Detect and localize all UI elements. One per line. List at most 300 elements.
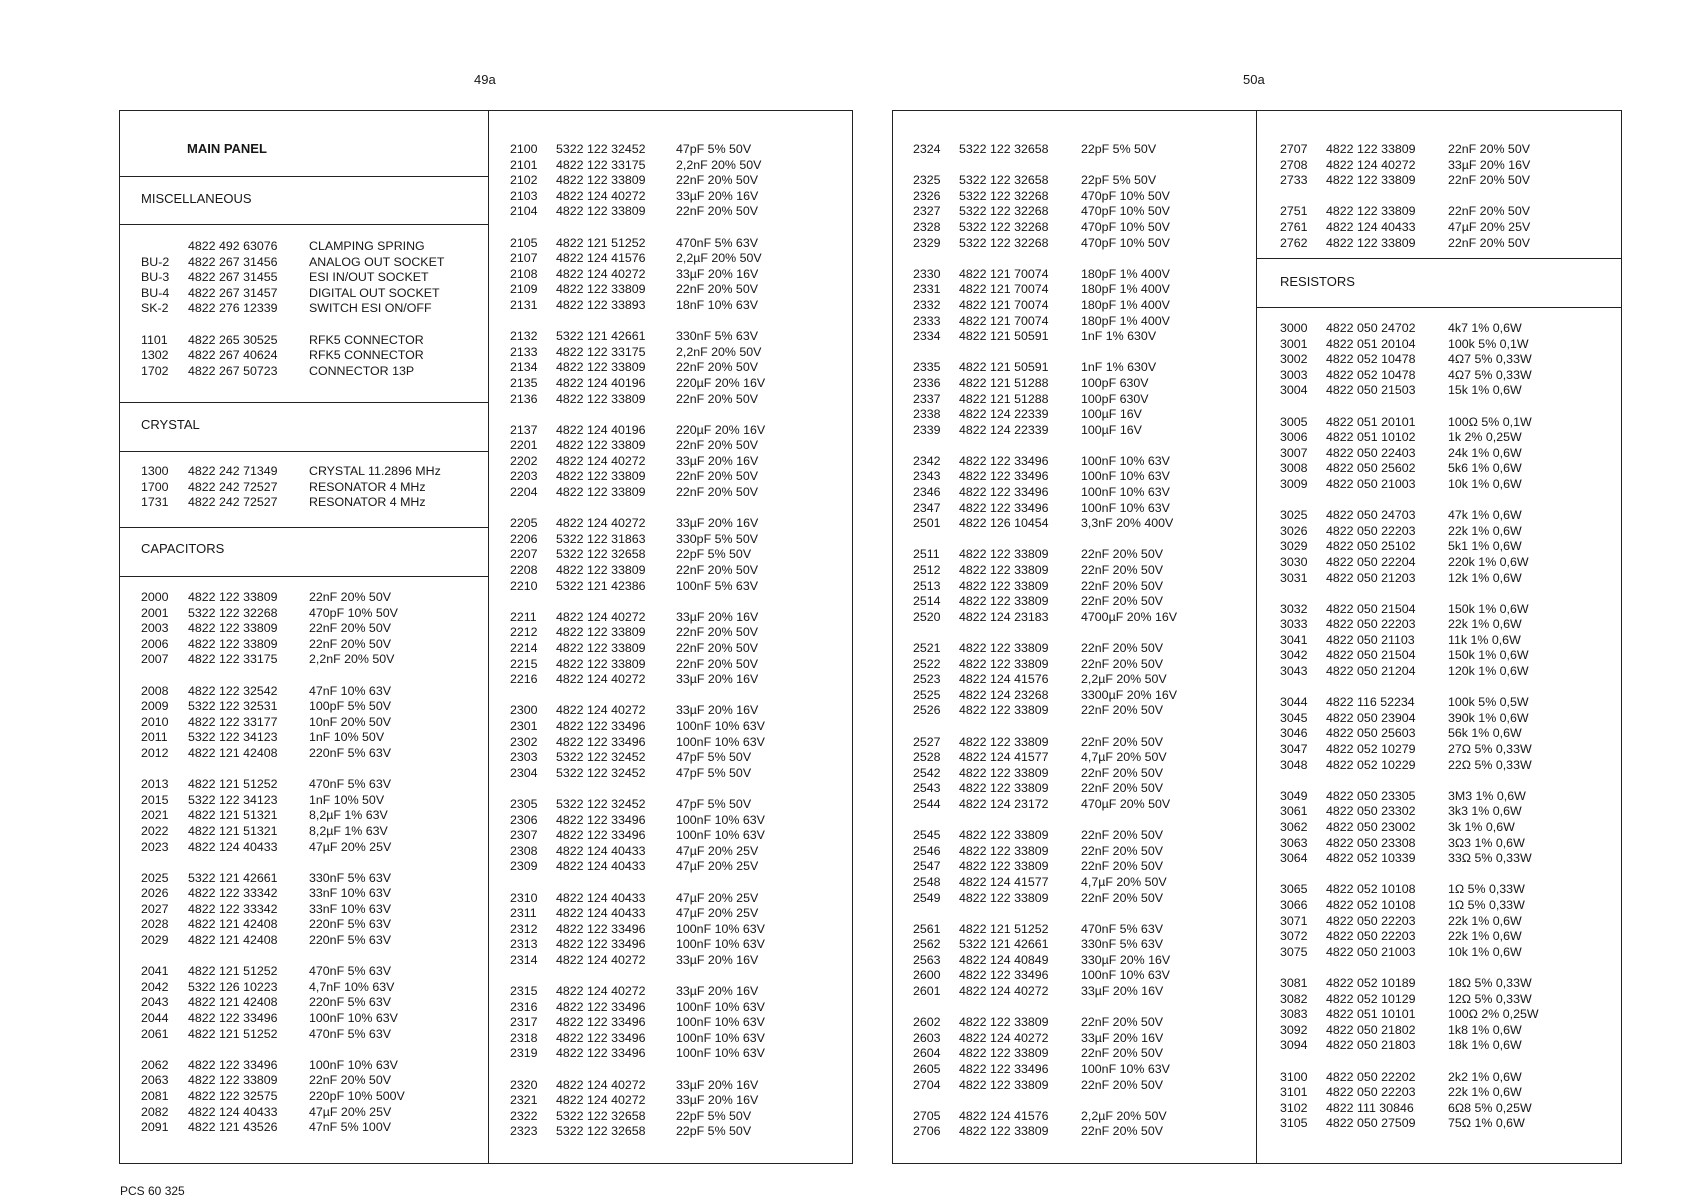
part-description: 2k2 1% 0,6W (1448, 1069, 1522, 1084)
row-gap (913, 1000, 1256, 1016)
part-row (510, 891, 852, 907)
part-row (1280, 945, 1621, 961)
part-number: 4822 122 33809 (1326, 142, 1416, 156)
part-row (510, 204, 852, 220)
part-row (141, 902, 488, 918)
part-row (913, 688, 1256, 704)
row-gap (510, 781, 852, 797)
part-description: 2,2nF 20% 50V (309, 652, 395, 667)
part-position: 2320 (510, 1077, 538, 1092)
divider (120, 451, 488, 452)
part-position: 2015 (141, 792, 169, 807)
part-number: 5322 122 32452 (556, 142, 646, 156)
part-row (913, 703, 1256, 719)
part-position: 2604 (913, 1046, 941, 1061)
part-description: 22nF 20% 50V (1081, 656, 1163, 671)
part-number: 4822 122 33809 (1326, 235, 1416, 250)
part-number: 5322 121 42386 (556, 578, 646, 593)
part-row (913, 1031, 1256, 1047)
part-number: 4822 122 33175 (188, 652, 278, 667)
part-position: 1302 (141, 348, 169, 363)
part-description: DIGITAL OUT SOCKET (309, 285, 440, 300)
part-description: 11k 1% 0,6W (1448, 632, 1521, 647)
part-description: 100nF 5% 63V (676, 578, 758, 593)
part-position: 2207 (510, 547, 538, 562)
part-position: 2214 (510, 641, 538, 655)
part-position: BU-4 (141, 285, 170, 300)
part-row (141, 1011, 488, 1027)
part-position: BU-2 (141, 254, 170, 269)
part-description: 22nF 20% 50V (1081, 843, 1163, 858)
part-row (913, 329, 1256, 345)
part-description: 22pF 5% 50V (1081, 142, 1157, 156)
part-description: 100pF 5% 50V (309, 699, 391, 714)
part-number: 4822 124 40272 (556, 266, 646, 281)
part-row (510, 142, 852, 158)
part-number: 4822 050 21204 (1326, 664, 1416, 679)
part-description: 22nF 20% 50V (1081, 641, 1163, 655)
crystal-title: CRYSTAL (141, 417, 200, 432)
part-number: 4822 122 33496 (556, 999, 646, 1014)
part-row (1280, 711, 1621, 727)
part-position: 2603 (913, 1030, 941, 1045)
part-row (1280, 539, 1621, 555)
part-row (913, 501, 1256, 517)
part-number: 4822 122 33496 (959, 500, 1049, 515)
part-row (510, 797, 852, 813)
part-number: 5322 122 34123 (188, 792, 278, 807)
part-number: 4822 122 33809 (556, 641, 646, 655)
part-number: 4822 050 25602 (1326, 461, 1416, 476)
part-position: 2091 (141, 1120, 169, 1135)
part-position: 2513 (913, 578, 941, 593)
part-description: 100µF 16V (1081, 407, 1142, 422)
part-row (141, 933, 488, 949)
part-description: 330nF 5% 63V (309, 870, 391, 885)
part-description: 100nF 10% 63V (1081, 485, 1170, 500)
part-description: 22Ω 5% 0,33W (1448, 757, 1532, 772)
row-gap (913, 813, 1256, 829)
part-row (510, 625, 852, 641)
part-description: 22nF 20% 50V (1081, 859, 1163, 874)
part-position: 2561 (913, 921, 941, 936)
part-number: 4822 122 33177 (188, 714, 278, 729)
part-position: 2543 (913, 781, 941, 796)
part-position: 3031 (1280, 570, 1308, 585)
part-description: 100nF 10% 63V (676, 999, 765, 1014)
row-gap (1280, 773, 1621, 789)
part-description: 56k 1% 0,6W (1448, 726, 1522, 741)
row-gap (510, 220, 852, 236)
part-number: 4822 122 33809 (556, 173, 646, 188)
part-description: 33µF 20% 16V (676, 188, 759, 203)
row-gap (1280, 399, 1621, 415)
panel-left (119, 110, 853, 1164)
part-description: 47µF 20% 25V (676, 843, 759, 858)
row-gap (510, 688, 852, 704)
part-row (1280, 633, 1621, 649)
part-row (141, 917, 488, 933)
part-row (913, 142, 1256, 158)
part-description: 4k7 1% 0,6W (1448, 321, 1522, 335)
part-row (1280, 742, 1621, 758)
part-number: 4822 124 40433 (188, 1104, 278, 1119)
part-row (141, 746, 488, 762)
part-position: 2315 (510, 984, 538, 999)
part-number: 4822 121 42408 (188, 933, 278, 948)
part-number: 4822 124 40272 (556, 609, 646, 624)
part-row (913, 859, 1256, 875)
part-number: 4822 122 33496 (556, 1015, 646, 1030)
miscellaneous-list (120, 239, 488, 379)
part-number: 4822 124 41576 (556, 251, 646, 266)
part-description: 18nF 10% 63V (676, 297, 758, 312)
part-description: 24k 1% 0,6W (1448, 445, 1522, 460)
part-description: 4Ω7 5% 0,33W (1448, 352, 1532, 367)
row-gap (913, 625, 1256, 641)
part-position: 2325 (913, 173, 941, 188)
part-description: 1Ω 5% 0,33W (1448, 882, 1525, 897)
part-number: 4822 121 43526 (188, 1120, 278, 1135)
part-number: 4822 122 33342 (188, 901, 278, 916)
part-row (510, 750, 852, 766)
part-row (510, 766, 852, 782)
part-position: 3041 (1280, 632, 1308, 647)
part-row (1280, 524, 1621, 540)
part-row (1280, 321, 1621, 337)
part-number: 4822 122 33342 (188, 886, 278, 901)
part-description: 390k 1% 0,6W (1448, 710, 1529, 725)
part-number: 4822 124 40272 (556, 453, 646, 468)
part-description: 100pF 630V (1081, 391, 1149, 406)
row-gap (510, 594, 852, 610)
part-description: 18Ω 5% 0,33W (1448, 975, 1532, 990)
part-position: 2330 (913, 266, 941, 281)
part-description: SWITCH ESI ON/OFF (309, 301, 432, 316)
part-row (1280, 368, 1621, 384)
part-position: 2108 (510, 266, 538, 281)
part-number: 4822 050 21003 (1326, 476, 1416, 491)
part-row (510, 953, 852, 969)
part-number: 4822 124 40272 (556, 703, 646, 718)
part-row (913, 392, 1256, 408)
part-row (913, 594, 1256, 610)
part-position: 2528 (913, 750, 941, 765)
part-position: 1300 (141, 464, 169, 478)
part-description: 22nF 20% 50V (1081, 734, 1163, 749)
part-position: 2705 (913, 1108, 941, 1123)
part-number: 4822 242 71349 (188, 464, 278, 478)
part-description: 12Ω 5% 0,33W (1448, 991, 1532, 1006)
part-number: 4822 124 23172 (959, 796, 1049, 811)
part-row (141, 1058, 488, 1074)
part-description: 100k 5% 0,1W (1448, 336, 1529, 351)
part-description: 22nF 20% 50V (1081, 1046, 1163, 1061)
part-position: 2318 (510, 1030, 538, 1045)
part-position: 2322 (510, 1108, 538, 1123)
part-row (141, 699, 488, 715)
part-number: 4822 050 21203 (1326, 570, 1416, 585)
part-description: 5k1 1% 0,6W (1448, 539, 1522, 554)
column-3 (893, 111, 1256, 1163)
part-position: 2329 (913, 235, 941, 250)
part-row (141, 777, 488, 793)
resistors-list (1257, 321, 1621, 1132)
part-row (1280, 1070, 1621, 1086)
part-position: 3005 (1280, 414, 1308, 429)
miscellaneous-title: MISCELLANEOUS (141, 191, 252, 206)
part-number: 5322 122 32658 (959, 173, 1049, 188)
part-number: 4822 122 33809 (959, 734, 1049, 749)
part-number: 4822 124 40849 (959, 952, 1049, 967)
part-number: 4822 122 33496 (556, 1030, 646, 1045)
row-gap (1280, 867, 1621, 883)
part-number: 4822 124 40433 (556, 906, 646, 921)
part-row (510, 1093, 852, 1109)
part-description: 1k 2% 0,25W (1448, 430, 1522, 445)
part-position: 2347 (913, 500, 941, 515)
row-gap (510, 1062, 852, 1078)
part-number: 4822 122 33809 (959, 578, 1049, 593)
part-description: 100Ω 2% 0,25W (1448, 1007, 1539, 1022)
part-position: 2546 (913, 843, 941, 858)
row-gap (141, 1042, 488, 1058)
part-number: 4822 124 22339 (959, 422, 1049, 437)
part-position: 2306 (510, 812, 538, 827)
part-description: 10k 1% 0,6W (1448, 476, 1522, 491)
part-number: 4822 121 51252 (556, 235, 646, 250)
part-number: 4822 122 33175 (556, 157, 646, 172)
part-number: 4822 267 31455 (188, 270, 278, 285)
divider (120, 224, 488, 225)
part-number: 4822 050 21802 (1326, 1022, 1416, 1037)
part-position: 3100 (1280, 1069, 1308, 1084)
part-number: 4822 111 30846 (1326, 1100, 1414, 1115)
row-gap (510, 875, 852, 891)
part-position: 2321 (510, 1093, 538, 1108)
part-position: 2205 (510, 516, 538, 531)
part-description: 22nF 20% 50V (1081, 1124, 1163, 1139)
part-position: 2208 (510, 563, 538, 578)
part-position: 3045 (1280, 710, 1308, 725)
part-number: 4822 122 33175 (556, 344, 646, 359)
part-description: 470nF 5% 63V (309, 777, 391, 792)
part-description: 22k 1% 0,6W (1448, 1085, 1522, 1100)
part-position: 2751 (1280, 204, 1308, 219)
part-position: 2012 (141, 745, 169, 760)
part-row (510, 579, 852, 595)
part-description: 33µF 20% 16V (1081, 984, 1164, 999)
part-row (510, 1124, 852, 1140)
part-row (913, 547, 1256, 563)
part-position: 2022 (141, 823, 169, 838)
part-description: 470nF 5% 63V (309, 1026, 391, 1041)
part-description: 22k 1% 0,6W (1448, 929, 1522, 944)
part-number: 5322 122 32658 (556, 547, 646, 562)
part-description: 1Ω 5% 0,33W (1448, 897, 1525, 912)
part-position: 3030 (1280, 554, 1308, 569)
part-row (913, 735, 1256, 751)
part-description: 220µF 20% 16V (676, 422, 766, 437)
part-description: 2,2µF 20% 50V (676, 251, 762, 266)
part-position: 3105 (1280, 1116, 1308, 1131)
part-number: 4822 121 51252 (959, 921, 1049, 936)
part-position: 2335 (913, 360, 941, 375)
part-row (141, 995, 488, 1011)
part-number: 4822 122 33496 (556, 1046, 646, 1061)
part-row (141, 286, 488, 302)
part-row (1280, 337, 1621, 353)
part-number: 4822 122 33809 (556, 625, 646, 640)
part-number: 4822 122 33809 (959, 641, 1049, 655)
part-position: 2137 (510, 422, 538, 437)
part-description: 22pF 5% 50V (676, 1124, 752, 1139)
part-row (510, 735, 852, 751)
part-description: 22nF 20% 50V (676, 282, 758, 297)
part-row (510, 1046, 852, 1062)
part-row (1280, 415, 1621, 431)
part-position: 2028 (141, 917, 169, 932)
part-description: 2,2µF 20% 50V (1081, 1108, 1167, 1123)
part-row (510, 267, 852, 283)
part-description: 22pF 5% 50V (676, 547, 752, 562)
part-position: 2216 (510, 672, 538, 687)
part-description: 100nF 10% 63V (676, 1015, 765, 1030)
part-description: 6Ω8 5% 0,25W (1448, 1100, 1532, 1115)
part-row (913, 641, 1256, 657)
part-number: 4822 051 10102 (1326, 430, 1416, 445)
part-position: 2003 (141, 621, 169, 636)
main-panel-title: MAIN PANEL (187, 141, 267, 156)
part-row (1280, 820, 1621, 836)
part-description: 33nF 10% 63V (309, 901, 391, 916)
part-number: 4822 242 72527 (188, 495, 278, 510)
part-row (510, 1015, 852, 1031)
part-number: 4822 122 33809 (959, 843, 1049, 858)
part-row (913, 672, 1256, 688)
part-row (510, 1078, 852, 1094)
part-position: 1702 (141, 363, 169, 378)
part-description: 33µF 20% 16V (1448, 157, 1531, 172)
part-description: 22nF 20% 50V (676, 485, 758, 500)
capacitors-list-3 (893, 142, 1256, 1140)
part-position: 2307 (510, 828, 538, 843)
part-description: 22nF 20% 50V (1081, 781, 1163, 796)
part-number: 4822 122 33496 (188, 1057, 278, 1072)
part-number: 5322 121 42661 (188, 870, 278, 885)
part-position: 2101 (510, 157, 538, 172)
part-description: ESI IN/OUT SOCKET (309, 270, 429, 285)
part-position: 3075 (1280, 944, 1308, 959)
part-number: 4822 121 70074 (959, 297, 1049, 312)
part-row (1280, 461, 1621, 477)
part-description: 3,3nF 20% 400V (1081, 516, 1174, 531)
part-row (1280, 1085, 1621, 1101)
part-position: 2204 (510, 485, 538, 500)
part-row (1280, 1023, 1621, 1039)
part-position: 2527 (913, 734, 941, 749)
part-number: 5322 121 42661 (556, 329, 646, 344)
part-number: 4822 124 41577 (959, 750, 1049, 765)
part-row (913, 485, 1256, 501)
part-description: 10nF 20% 50V (309, 714, 391, 729)
part-description: 220nF 5% 63V (309, 917, 391, 932)
part-number: 4822 050 22203 (1326, 617, 1416, 632)
part-number: 4822 242 72527 (188, 479, 278, 494)
part-position: 3007 (1280, 445, 1308, 460)
part-position: 2706 (913, 1124, 941, 1139)
part-row (510, 516, 852, 532)
part-position: 2000 (141, 590, 169, 604)
part-description: 33µF 20% 16V (676, 1077, 759, 1092)
part-number: 4822 121 70074 (959, 266, 1049, 281)
part-position: 2338 (913, 407, 941, 422)
part-description: 470nF 5% 63V (309, 964, 391, 979)
part-row (913, 953, 1256, 969)
part-position: 2544 (913, 796, 941, 811)
part-description: 3k 1% 0,6W (1448, 820, 1515, 834)
part-number: 4822 051 20101 (1326, 414, 1416, 429)
part-position: 2009 (141, 699, 169, 714)
part-position: 2215 (510, 656, 538, 671)
part-row (1280, 758, 1621, 774)
part-number: 4822 121 42408 (188, 995, 278, 1010)
part-number: 4822 124 40272 (959, 984, 1049, 999)
part-description: 100nF 10% 63V (676, 1046, 765, 1061)
part-row (1280, 664, 1621, 680)
part-number: 4822 052 10478 (1326, 367, 1416, 382)
part-description: 2,2nF 20% 50V (676, 157, 762, 172)
divider (120, 576, 488, 577)
part-position: SK-2 (141, 301, 169, 316)
part-number: 4822 122 33496 (959, 453, 1049, 468)
part-position: 2707 (1280, 142, 1308, 156)
part-position: 2102 (510, 173, 538, 188)
part-description: 100nF 10% 63V (309, 1011, 398, 1026)
part-position: 2762 (1280, 235, 1308, 250)
part-description: 4,7µF 20% 50V (1081, 750, 1167, 765)
part-position: 2203 (510, 469, 538, 484)
part-position: 2317 (510, 1015, 538, 1030)
row-gap (510, 968, 852, 984)
part-description: 1nF 1% 630V (1081, 329, 1157, 344)
part-description: 22nF 20% 50V (1081, 828, 1163, 843)
part-row (141, 1073, 488, 1089)
part-description: 22nF 20% 50V (1448, 235, 1530, 250)
part-position: 3061 (1280, 804, 1308, 819)
part-description: 100nF 10% 63V (676, 921, 765, 936)
part-number: 4822 122 33809 (556, 469, 646, 484)
part-position: 3002 (1280, 352, 1308, 367)
part-row (510, 703, 852, 719)
part-position: 3047 (1280, 742, 1308, 757)
part-row (141, 980, 488, 996)
part-description: CLAMPING SPRING (309, 239, 425, 253)
part-description: 22nF 20% 50V (1081, 578, 1163, 593)
row-gap (141, 668, 488, 684)
part-row (913, 516, 1256, 532)
part-row (913, 1046, 1256, 1062)
part-number: 4822 122 33809 (959, 765, 1049, 780)
part-description: 100µF 16V (1081, 422, 1142, 437)
part-number: 4822 121 51321 (188, 808, 278, 823)
part-row (510, 469, 852, 485)
part-row (913, 454, 1256, 470)
part-row (913, 173, 1256, 189)
part-position: 2733 (1280, 173, 1308, 188)
part-position: 1101 (141, 332, 168, 347)
part-description: 220nF 5% 63V (309, 745, 391, 760)
